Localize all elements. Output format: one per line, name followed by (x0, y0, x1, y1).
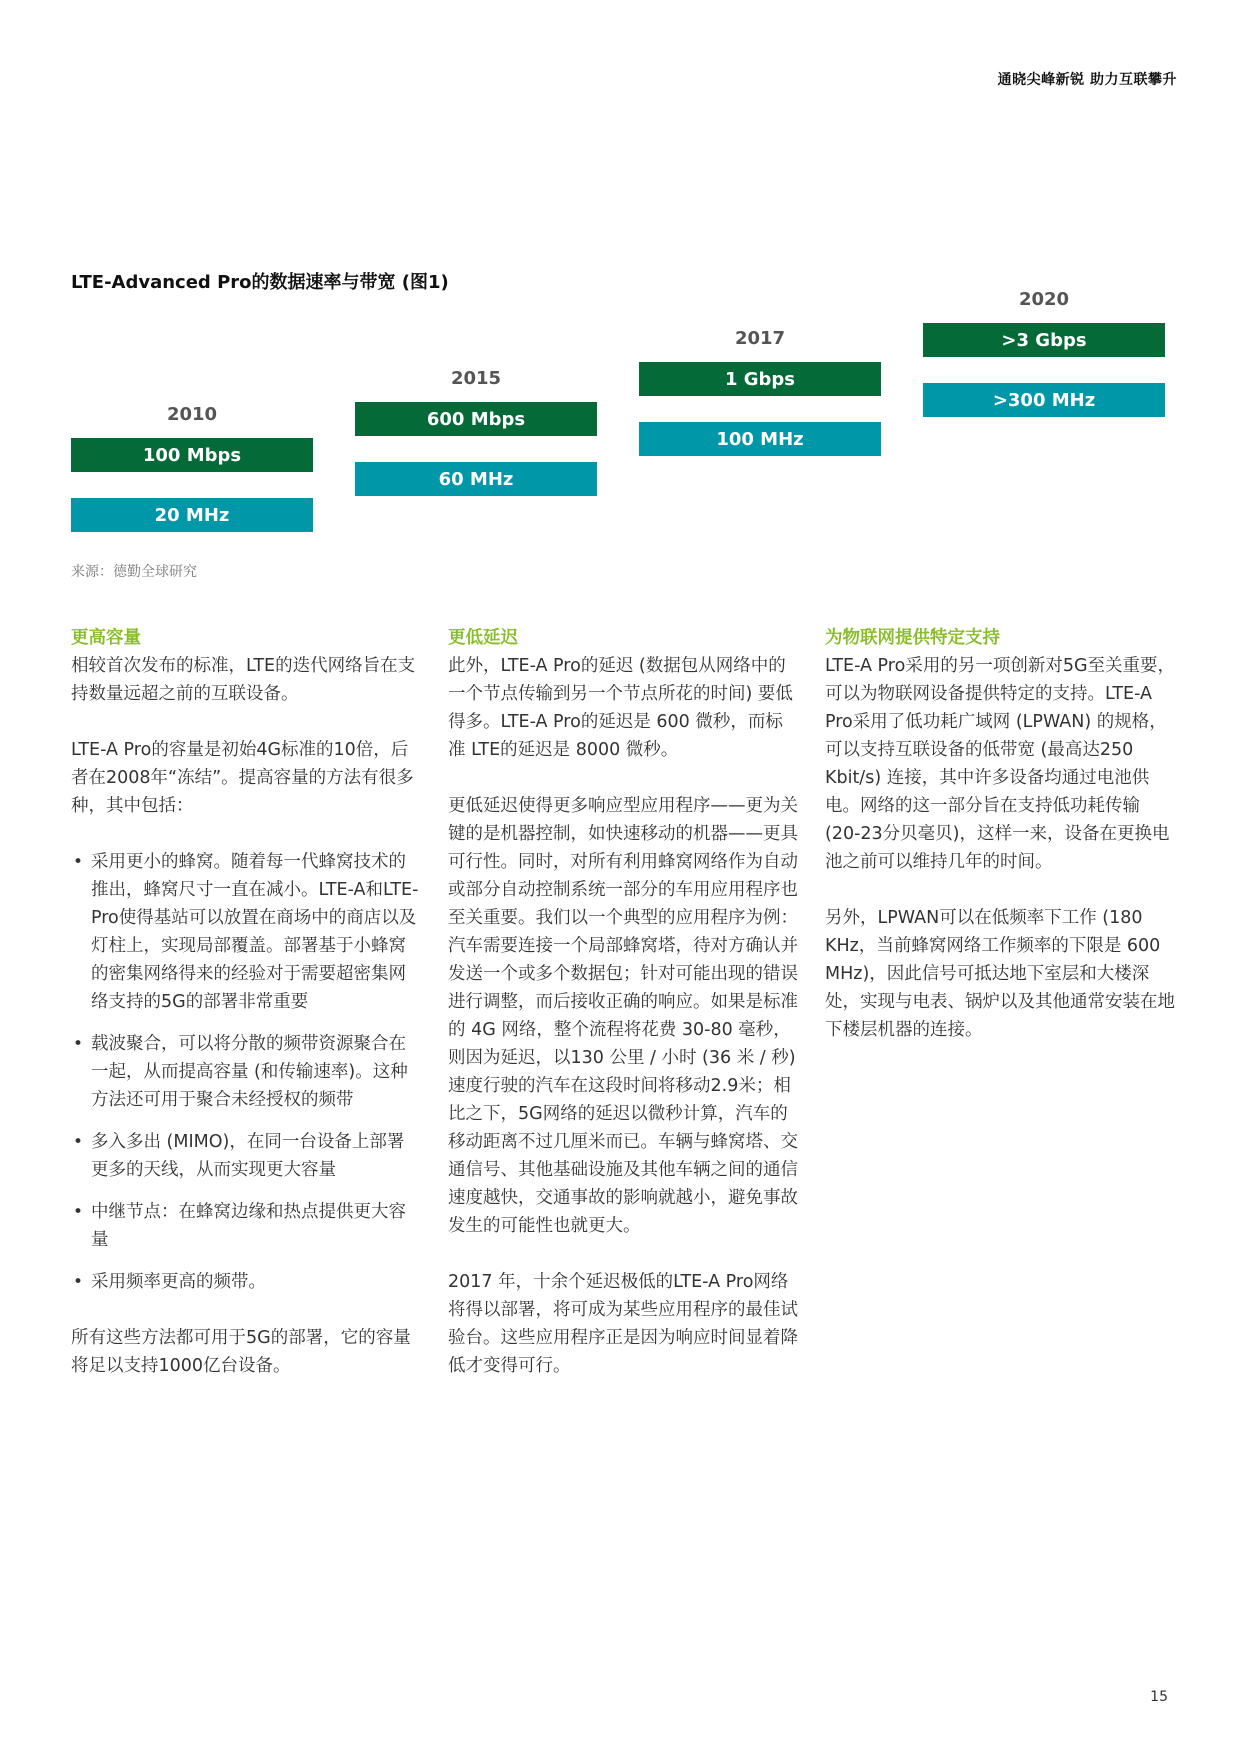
section-heading-iot: 为物联网提供特定支持 (825, 628, 1000, 648)
column-latency (448, 624, 798, 1408)
rate-bar: 600 Mbps (355, 402, 597, 436)
list-item (71, 1198, 421, 1254)
bullet-icon: • (73, 1202, 84, 1222)
paragraph: LTE-A Pro的容量是初始4G标准的10倍，后者在2008年“冻结”。提高容量的方法有很多种，其中包括： (71, 740, 414, 816)
rate-bar: >3 Gbps (923, 323, 1165, 357)
year-label: 2015 (450, 368, 502, 389)
year-label: 2020 (1018, 289, 1070, 310)
bandwidth-bar: >300 MHz (923, 383, 1165, 417)
list-item-text: 采用更小的蜂窝。随着每一代蜂窝技术的推出，蜂窝尺寸一直在减小。LTE-A和LTE-Pro使得基站可以放置在商场中的商店以及灯柱上，实现局部覆盖。部署基于小蜂窝的密集网络得来的经验对于需要超密集网络支持的5G的部署非常重要 (91, 852, 419, 1012)
column-iot (825, 624, 1175, 1072)
year-label: 2017 (734, 328, 786, 349)
figure-title: LTE-Advanced Pro的数据速率与带宽 (图1) (71, 272, 449, 293)
list-item (71, 1268, 421, 1296)
bullet-icon: • (73, 1034, 84, 1054)
list-item-text: 多入多出 (MIMO)，在同一台设备上部署更多的天线，从而实现更大容量 (91, 1132, 405, 1180)
paragraph: 所有这些方法都可用于5G的部署，它的容量将足以支持1000亿台设备。 (71, 1328, 411, 1376)
paragraph: 此外，LTE-A Pro的延迟 (数据包从网络中的一个节点传输到另一个节点所花的时间) 要低得多。LTE-A Pro的延迟是 600 微秒，而标准 LTE的延迟是 8000 微秒。 (448, 656, 793, 760)
running-header: 通晓尖峰新锐 助力互联攀升 (997, 72, 1177, 88)
bullet-list (71, 848, 421, 1296)
bullet-icon: • (73, 852, 84, 872)
paragraph: 相较首次发布的标准，LTE的迭代网络旨在支持数量远超之前的互联设备。 (71, 656, 416, 704)
section-heading-capacity: 更高容量 (71, 628, 141, 648)
list-item-text: 载波聚合，可以将分散的频带资源聚合在一起，从而提高容量 (和传输速率)。这种方法还可用于聚合未经授权的频带 (91, 1034, 408, 1110)
section-heading-latency: 更低延迟 (448, 628, 518, 648)
list-item-text: 采用频率更高的频带。 (91, 1272, 266, 1292)
paragraph: 另外，LPWAN可以在低频率下工作 (180 KHz，当前蜂窝网络工作频率的下限是 600 MHz)，因此信号可抵达地下室层和大楼深处，实现与电表、锅炉以及其他通常安装在地下楼层机器的连接。 (825, 908, 1175, 1040)
paragraph: LTE-A Pro采用的另一项创新对5G至关重要，可以为物联网设备提供特定的支持。LTE-A Pro采用了低功耗广域网 (LPWAN) 的规格，可以支持互联设备的低带宽 (最高达250 Kbit/s) 连接，其中许多设备均通过电池供电。网络的这一部分旨在支持低功耗传输 (20-23分贝毫贝)，这样一来，设备在更换电池之前可以维持几年的时间。 (825, 656, 1176, 872)
rate-bar: 1 Gbps (639, 362, 881, 396)
rate-bar: 100 Mbps (71, 438, 313, 472)
bandwidth-bar: 60 MHz (355, 462, 597, 496)
bandwidth-bar: 100 MHz (639, 422, 881, 456)
list-item (71, 1128, 421, 1184)
paragraph: 更低延迟使得更多响应型应用程序——更为关键的是机器控制，如快速移动的机器——更具可行性。同时，对所有利用蜂窝网络作为自动或部分自动控制系统一部分的车用应用程序也至关重要。我们以一个典型的应用程序为例：汽车需要连接一个局部蜂窝塔，待对方确认并发送一个或多个数据包；针对可能出现的错误进行调整，而后接收正确的响应。如果是标准的 4G 网络，整个流程将花费 30-80 毫秒，则因为延迟，以130 公里 / 小时 (36 米 / 秒) 速度行驶的汽车在这段时间将移动2.9米；相比之下，5G网络的延迟以微秒计算，汽车的移动距离不过几厘米而已。车辆与蜂窝塔、交通信号、其他基础设施及其他车辆之间的通信速度越快，交通事故的影响就越小，避免事故发生的可能性也就更大。 (448, 796, 798, 1236)
list-item (71, 1030, 421, 1114)
year-label: 2010 (166, 404, 218, 425)
bullet-icon: • (73, 1132, 84, 1152)
column-capacity (71, 624, 421, 1408)
paragraph: 2017 年，十余个延迟极低的LTE-A Pro网络将得以部署，将可成为某些应用程序的最佳试验台。这些应用程序正是因为响应时间显着降低才变得可行。 (448, 1272, 798, 1376)
list-item (71, 848, 421, 1016)
bandwidth-bar: 20 MHz (71, 498, 313, 532)
bullet-icon: • (73, 1272, 84, 1292)
page-number: 15 (1150, 1689, 1168, 1705)
list-item-text: 中继节点：在蜂窝边缘和热点提供更大容量 (91, 1202, 406, 1250)
figure-source: 来源：德勤全球研究 (71, 564, 197, 580)
